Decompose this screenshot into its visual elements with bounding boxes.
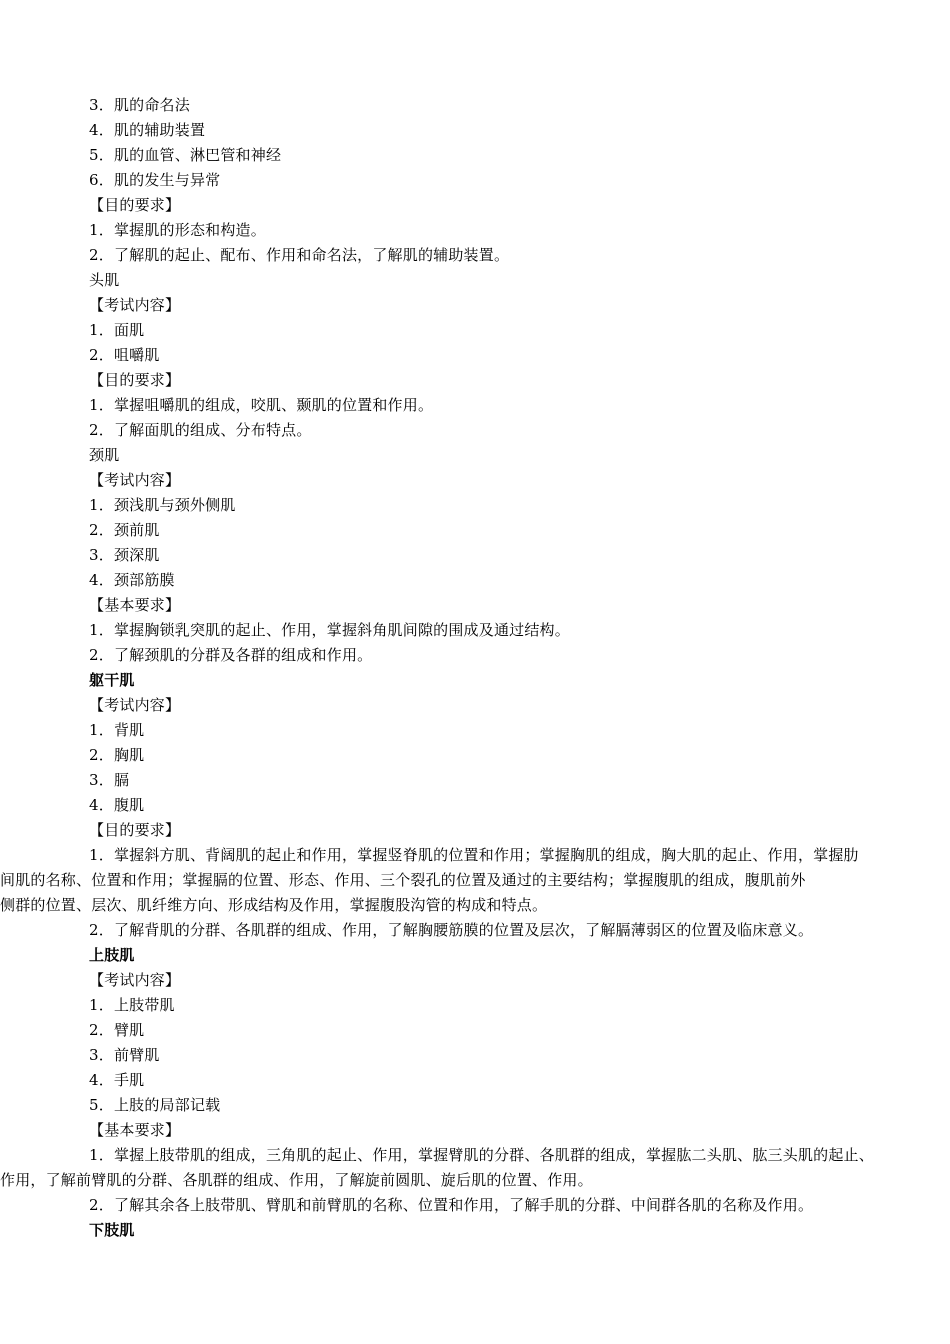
heading-upper-limb-muscles: 上肢肌 — [89, 946, 135, 964]
section-label: 【考试内容】 — [89, 971, 181, 989]
subheading-head-muscles: 头肌 — [89, 271, 120, 289]
text-line: 1．背肌 — [89, 721, 145, 739]
text-line: 2．咀嚼肌 — [89, 346, 160, 364]
text-line: 1．上肢带肌 — [89, 996, 175, 1014]
paragraph-line: 作用，了解前臂肌的分群、各肌群的组成、作用，了解旋前圆肌、旋后肌的位置、作用。 — [0, 1171, 593, 1189]
text-line: 6．肌的发生与异常 — [89, 171, 221, 189]
text-line: 2．胸肌 — [89, 746, 145, 764]
text-line: 4．腹肌 — [89, 796, 145, 814]
heading-trunk-muscles: 躯干肌 — [89, 671, 135, 689]
document-page — [0, 93, 901, 1243]
paragraph-line: 侧群的位置、层次、肌纤维方向、形成结构及作用，掌握腹股沟管的构成和特点。 — [0, 896, 548, 914]
paragraph-line: 1．掌握斜方肌、背阔肌的起止和作用，掌握竖脊肌的位置和作用；掌握胸肌的组成，胸大肌的起止、作用，掌握肋 — [89, 846, 859, 864]
section-label: 【目的要求】 — [89, 821, 181, 839]
text-line: 2．了解面肌的组成、分布特点。 — [89, 421, 312, 439]
section-label: 【基本要求】 — [89, 596, 181, 614]
text-line: 4．手肌 — [89, 1071, 145, 1089]
section-label: 【考试内容】 — [89, 696, 181, 714]
text-line: 4．肌的辅助装置 — [89, 121, 206, 139]
text-line: 1．颈浅肌与颈外侧肌 — [89, 496, 236, 514]
paragraph-line: 1．掌握上肢带肌的组成，三角肌的起止、作用，掌握臂肌的分群、各肌群的组成，掌握肱二头肌、肱三头肌的起止、 — [89, 1146, 874, 1164]
text-line: 1．掌握咀嚼肌的组成，咬肌、颞肌的位置和作用。 — [89, 396, 434, 414]
section-label: 【目的要求】 — [89, 196, 181, 214]
text-line: 2．了解颈肌的分群及各群的组成和作用。 — [89, 646, 373, 664]
text-line: 1．掌握胸锁乳突肌的起止、作用，掌握斜角肌间隙的围成及通过结构。 — [89, 621, 570, 639]
text-line: 2．颈前肌 — [89, 521, 160, 539]
text-line: 2．臂肌 — [89, 1021, 145, 1039]
text-line: 2．了解肌的起止、配布、作用和命名法，了解肌的辅助装置。 — [89, 246, 510, 264]
text-line: 3．肌的命名法 — [89, 96, 190, 114]
text-line: 4．颈部筋膜 — [89, 571, 175, 589]
text-line: 1．面肌 — [89, 321, 145, 339]
section-label: 【目的要求】 — [89, 371, 181, 389]
section-label: 【考试内容】 — [89, 296, 181, 314]
text-line: 3．颈深肌 — [89, 546, 160, 564]
paragraph-line: 2．了解背肌的分群、各肌群的组成、作用，了解胸腰筋膜的位置及层次，了解膈薄弱区的位置及临床意义。 — [89, 921, 814, 939]
heading-lower-limb-muscles: 下肢肌 — [89, 1221, 135, 1239]
subheading-neck-muscles: 颈肌 — [89, 446, 120, 464]
text-line: 5．肌的血管、淋巴管和神经 — [89, 146, 282, 164]
paragraph-line: 间肌的名称、位置和作用；掌握膈的位置、形态、作用、三个裂孔的位置及通过的主要结构；掌握腹肌的组成，腹肌前外 — [0, 871, 806, 889]
section-label: 【基本要求】 — [89, 1121, 181, 1139]
text-line: 3．膈 — [89, 771, 130, 789]
section-label: 【考试内容】 — [89, 471, 181, 489]
paragraph-line: 2．了解其余各上肢带肌、臂肌和前臂肌的名称、位置和作用，了解手肌的分群、中间群各肌的名称及作用。 — [89, 1196, 814, 1214]
text-line: 1．掌握肌的形态和构造。 — [89, 221, 266, 239]
text-line: 3．前臂肌 — [89, 1046, 160, 1064]
text-line: 5．上肢的局部记载 — [89, 1096, 221, 1114]
